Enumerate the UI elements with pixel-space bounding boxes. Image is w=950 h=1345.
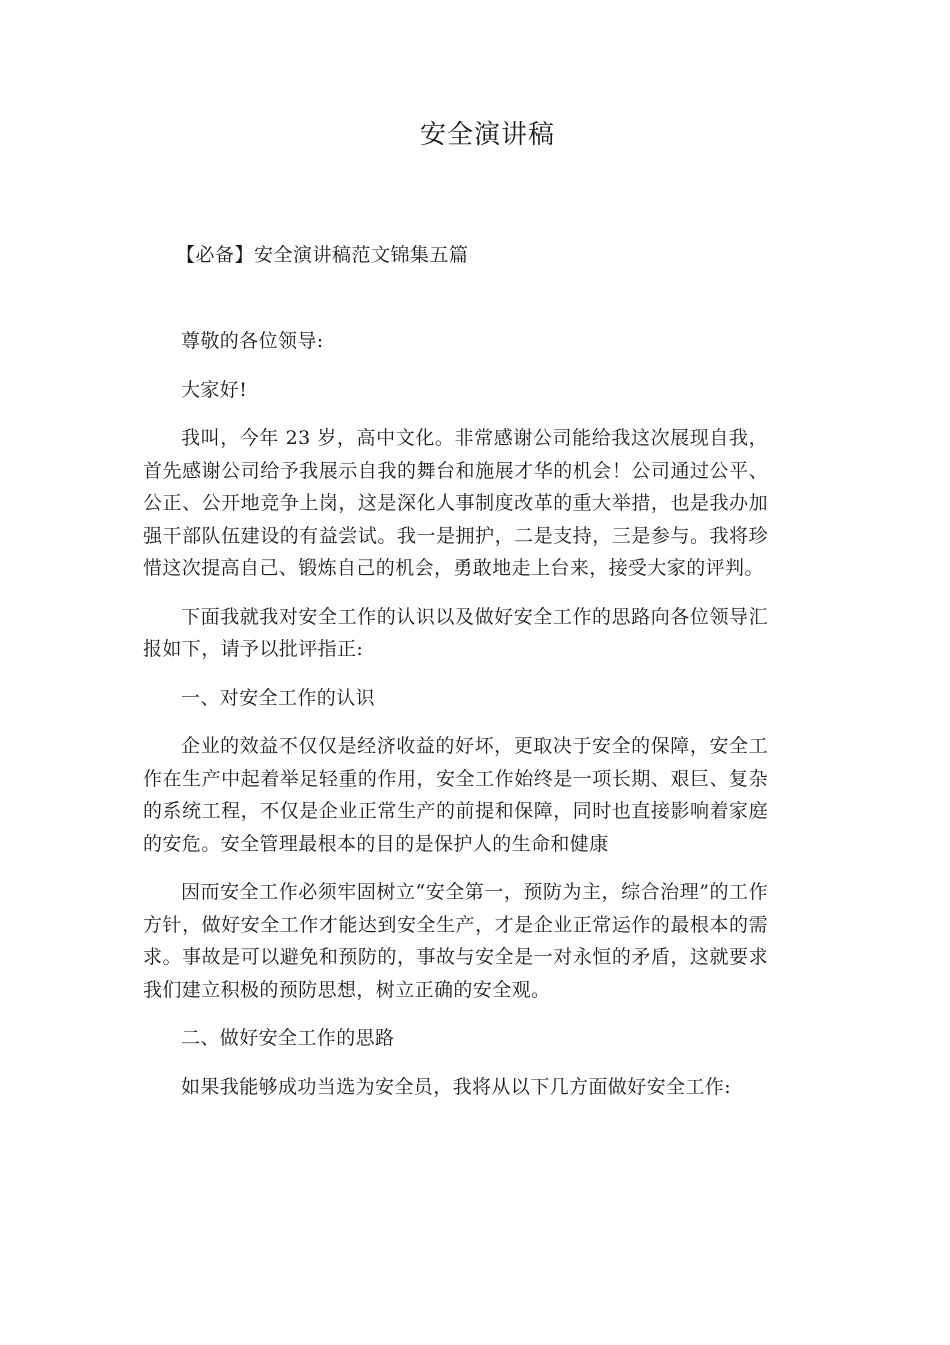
paragraph-report-intro: 下面我就我对安全工作的认识以及做好安全工作的思路向各位领导汇报如下，请予以批评指正: (143, 605, 768, 660)
salutation: 尊敬的各位领导: (181, 330, 324, 352)
greeting: 大家好! (181, 378, 248, 401)
section-heading-2: 二、做好安全工作的思路 (181, 1027, 395, 1049)
paragraph-plan-intro: 如果我能够成功当选为安全员，我将从以下几方面做好安全工作: (181, 1075, 732, 1098)
document-title: 安全演讲稿 (419, 120, 555, 150)
document-subtitle: 【必备】安全演讲稿范文锦集五篇 (176, 244, 469, 266)
paragraph-introduction: 我叫，今年 23 岁，高中文化。非常感谢公司能给我这次展现自我，首先感谢公司给予我展示自我的舞台和施展才华的机会！公司通过公平、公正、公开地竞争上岗，这是深化人事制度改革的重大举措，也是我办加强干部队伍建设的有益尝试。我一是拥护，二是支持，三是参与。我将珍惜这次提高自己、锻炼自己的机会，勇敢地走上台来，接受大家的评判。 (143, 427, 768, 579)
paragraph-safety-importance: 企业的效益不仅仅是经济收益的好坏，更取决于安全的保障，安全工作在生产中起着举足轻重的作用，安全工作始终是一项长期、艰巨、复杂的系统工程，不仅是企业正常生产的前提和保障，同时也直接影响着家庭的安危。安全管理最根本的目的是保护人的生命和健康 (143, 735, 768, 855)
section-heading-1: 一、对安全工作的认识 (181, 686, 376, 709)
paragraph-safety-policy: 因而安全工作必须牢固树立“安全第一，预防为主，综合治理”的工作方针，做好安全工作才能达到安全生产，才是企业正常运作的最根本的需求。事故是可以避免和预防的，事故与安全是一对永恒的矛盾，这就要求我们建立积极的预防思想，树立正确的安全观。 (143, 881, 768, 1001)
document-body (143, 325, 768, 1119)
